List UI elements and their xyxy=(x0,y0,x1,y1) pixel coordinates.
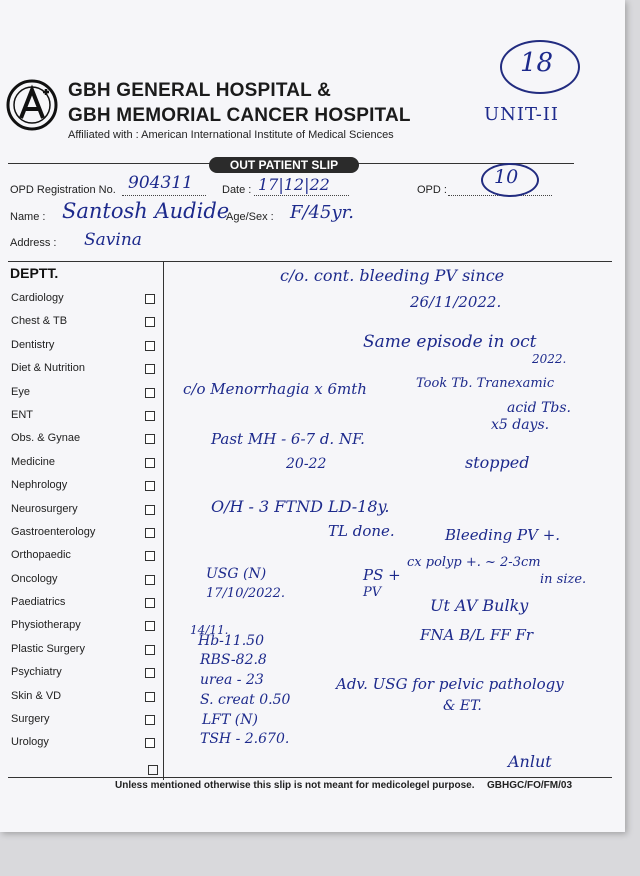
form-code: GBHGC/FO/FM/03 xyxy=(487,780,573,791)
form-rule xyxy=(8,261,612,262)
department-checkbox[interactable] xyxy=(145,364,155,374)
opd-label: OPD : xyxy=(417,184,447,196)
department-label: Skin & VD xyxy=(11,689,62,702)
note-line: PS + xyxy=(363,566,401,584)
signature: Anlut xyxy=(508,752,552,771)
department-list xyxy=(11,287,159,755)
opd-registration-label: OPD Registration No. xyxy=(10,184,116,196)
department-row[interactable] xyxy=(11,661,159,684)
department-checkbox[interactable] xyxy=(145,434,155,444)
department-label: Orthopaedic xyxy=(11,549,71,562)
note-line: in size. xyxy=(540,572,587,587)
note-line: stopped xyxy=(465,453,530,472)
department-column-divider xyxy=(163,262,164,780)
unit-label: UNIT-II xyxy=(484,104,560,125)
hospital-logo xyxy=(5,78,59,132)
note-line: Bleeding PV +. xyxy=(445,526,561,544)
department-label: Neurosurgery xyxy=(11,502,78,515)
name-label: Name : xyxy=(10,211,46,223)
address-label: Address : xyxy=(10,237,57,249)
department-row[interactable] xyxy=(11,568,159,591)
note-line: O/H - 3 FTND LD-18y. xyxy=(211,497,390,516)
note-line: x5 days. xyxy=(491,417,550,433)
department-label: Medicine xyxy=(11,455,56,468)
department-label: Diet & Nutrition xyxy=(11,362,85,375)
note-line: Same episode in oct xyxy=(363,332,537,352)
department-row[interactable] xyxy=(11,498,159,521)
department-row[interactable] xyxy=(11,427,159,450)
department-row[interactable] xyxy=(11,404,159,427)
department-row[interactable] xyxy=(11,357,159,380)
department-label: Gastroenterology xyxy=(11,525,96,538)
department-label: Chest & TB xyxy=(11,315,68,328)
department-row[interactable] xyxy=(11,474,159,497)
department-label: Plastic Surgery xyxy=(11,642,85,655)
department-row[interactable] xyxy=(11,708,159,731)
note-line: c/o. cont. bleeding PV since xyxy=(280,266,505,285)
note-line: Hb-11.50 xyxy=(198,633,264,649)
note-line: acid Tbs. xyxy=(507,400,572,416)
note-line: Adv. USG for pelvic pathology xyxy=(336,675,564,693)
department-row[interactable] xyxy=(11,310,159,333)
department-row[interactable] xyxy=(11,638,159,661)
department-row[interactable] xyxy=(11,287,159,310)
name-value: Santosh Audide xyxy=(62,199,230,223)
department-label: Surgery xyxy=(11,713,50,726)
note-line: urea - 23 xyxy=(200,672,264,688)
hospital-name-line2: GBH MEMORIAL CANCER HOSPITAL xyxy=(68,105,411,126)
department-row[interactable] xyxy=(11,521,159,544)
address-value: Savina xyxy=(84,230,142,250)
department-checkbox[interactable] xyxy=(145,575,155,585)
department-checkbox[interactable] xyxy=(145,598,155,608)
note-line: c/o Menorrhagia x 6mth xyxy=(183,380,367,398)
date-value: 17|12|22 xyxy=(258,175,330,194)
department-row[interactable] xyxy=(11,591,159,614)
department-checkbox-extra[interactable] xyxy=(148,765,158,775)
opd-value: 10 xyxy=(494,166,519,188)
slip-title-badge: OUT PATIENT SLIP xyxy=(209,157,359,173)
department-row[interactable] xyxy=(11,381,159,404)
footer-disclaimer: Unless mentioned otherwise this slip is not meant for medicolegel purpose. xyxy=(115,780,475,791)
note-line: 20-22 xyxy=(286,456,327,472)
note-line: PV xyxy=(363,585,382,600)
note-line: FNA B/L FF Fr xyxy=(420,626,534,644)
department-checkbox[interactable] xyxy=(145,458,155,468)
note-line: Ut AV Bulky xyxy=(430,596,529,615)
note-line: & ET. xyxy=(443,698,482,714)
department-checkbox[interactable] xyxy=(145,481,155,491)
department-checkbox[interactable] xyxy=(145,411,155,421)
department-checkbox[interactable] xyxy=(145,528,155,538)
note-line: LFT (N) xyxy=(202,712,258,728)
note-line: TL done. xyxy=(328,522,395,540)
note-line: 17/10/2022. xyxy=(206,586,286,601)
note-line: 2022. xyxy=(532,352,567,366)
department-checkbox[interactable] xyxy=(145,668,155,678)
department-checkbox[interactable] xyxy=(145,692,155,702)
department-row[interactable] xyxy=(11,731,159,754)
department-label: ENT xyxy=(11,408,33,421)
department-label: Psychiatry xyxy=(11,666,62,679)
note-line: Past MH - 6-7 d. NF. xyxy=(211,430,365,448)
department-checkbox[interactable] xyxy=(145,621,155,631)
department-checkbox[interactable] xyxy=(145,388,155,398)
note-line: USG (N) xyxy=(206,566,267,582)
slip-number: 18 xyxy=(520,48,554,78)
note-line: 14/11. xyxy=(190,623,229,637)
note-line: S. creat 0.50 xyxy=(200,692,291,708)
department-row[interactable] xyxy=(11,451,159,474)
department-row[interactable] xyxy=(11,544,159,567)
department-row[interactable] xyxy=(11,334,159,357)
footer-rule xyxy=(8,777,612,778)
departments-title: DEPTT. xyxy=(10,265,59,281)
department-label: Nephrology xyxy=(11,479,68,492)
department-checkbox[interactable] xyxy=(145,341,155,351)
department-checkbox[interactable] xyxy=(145,645,155,655)
department-label: Obs. & Gynae xyxy=(11,432,81,445)
note-line: 26/11/2022. xyxy=(410,293,502,311)
department-label: Dentistry xyxy=(11,338,55,351)
note-line: Took Tb. Tranexamic xyxy=(416,376,555,391)
affiliation-text: Affiliated with : American International Institute of Medical Sciences xyxy=(68,129,394,141)
department-label: Urology xyxy=(11,736,49,749)
department-row[interactable] xyxy=(11,614,159,637)
hospital-name-line1: GBH GENERAL HOSPITAL & xyxy=(68,80,332,101)
department-checkbox[interactable] xyxy=(145,505,155,515)
note-line: TSH - 2.670. xyxy=(200,731,290,747)
department-checkbox[interactable] xyxy=(145,738,155,748)
age-sex-label: Age/Sex : xyxy=(226,211,274,223)
department-checkbox[interactable] xyxy=(145,551,155,561)
opd-registration-value: 904311 xyxy=(128,173,193,193)
note-line: RBS-82.8 xyxy=(200,652,267,668)
age-sex-value: F/45yr. xyxy=(290,202,354,223)
department-checkbox[interactable] xyxy=(145,715,155,725)
department-row[interactable] xyxy=(11,685,159,708)
department-checkbox[interactable] xyxy=(145,317,155,327)
date-label: Date : xyxy=(222,184,252,196)
note-line: cx polyp +. ~ 2-3cm xyxy=(407,555,541,570)
department-checkbox[interactable] xyxy=(145,294,155,304)
department-label: Physiotherapy xyxy=(11,619,81,632)
department-label: Cardiology xyxy=(11,292,64,304)
department-label: Oncology xyxy=(11,572,58,585)
department-label: Eye xyxy=(11,385,30,398)
department-label: Paediatrics xyxy=(11,596,66,609)
